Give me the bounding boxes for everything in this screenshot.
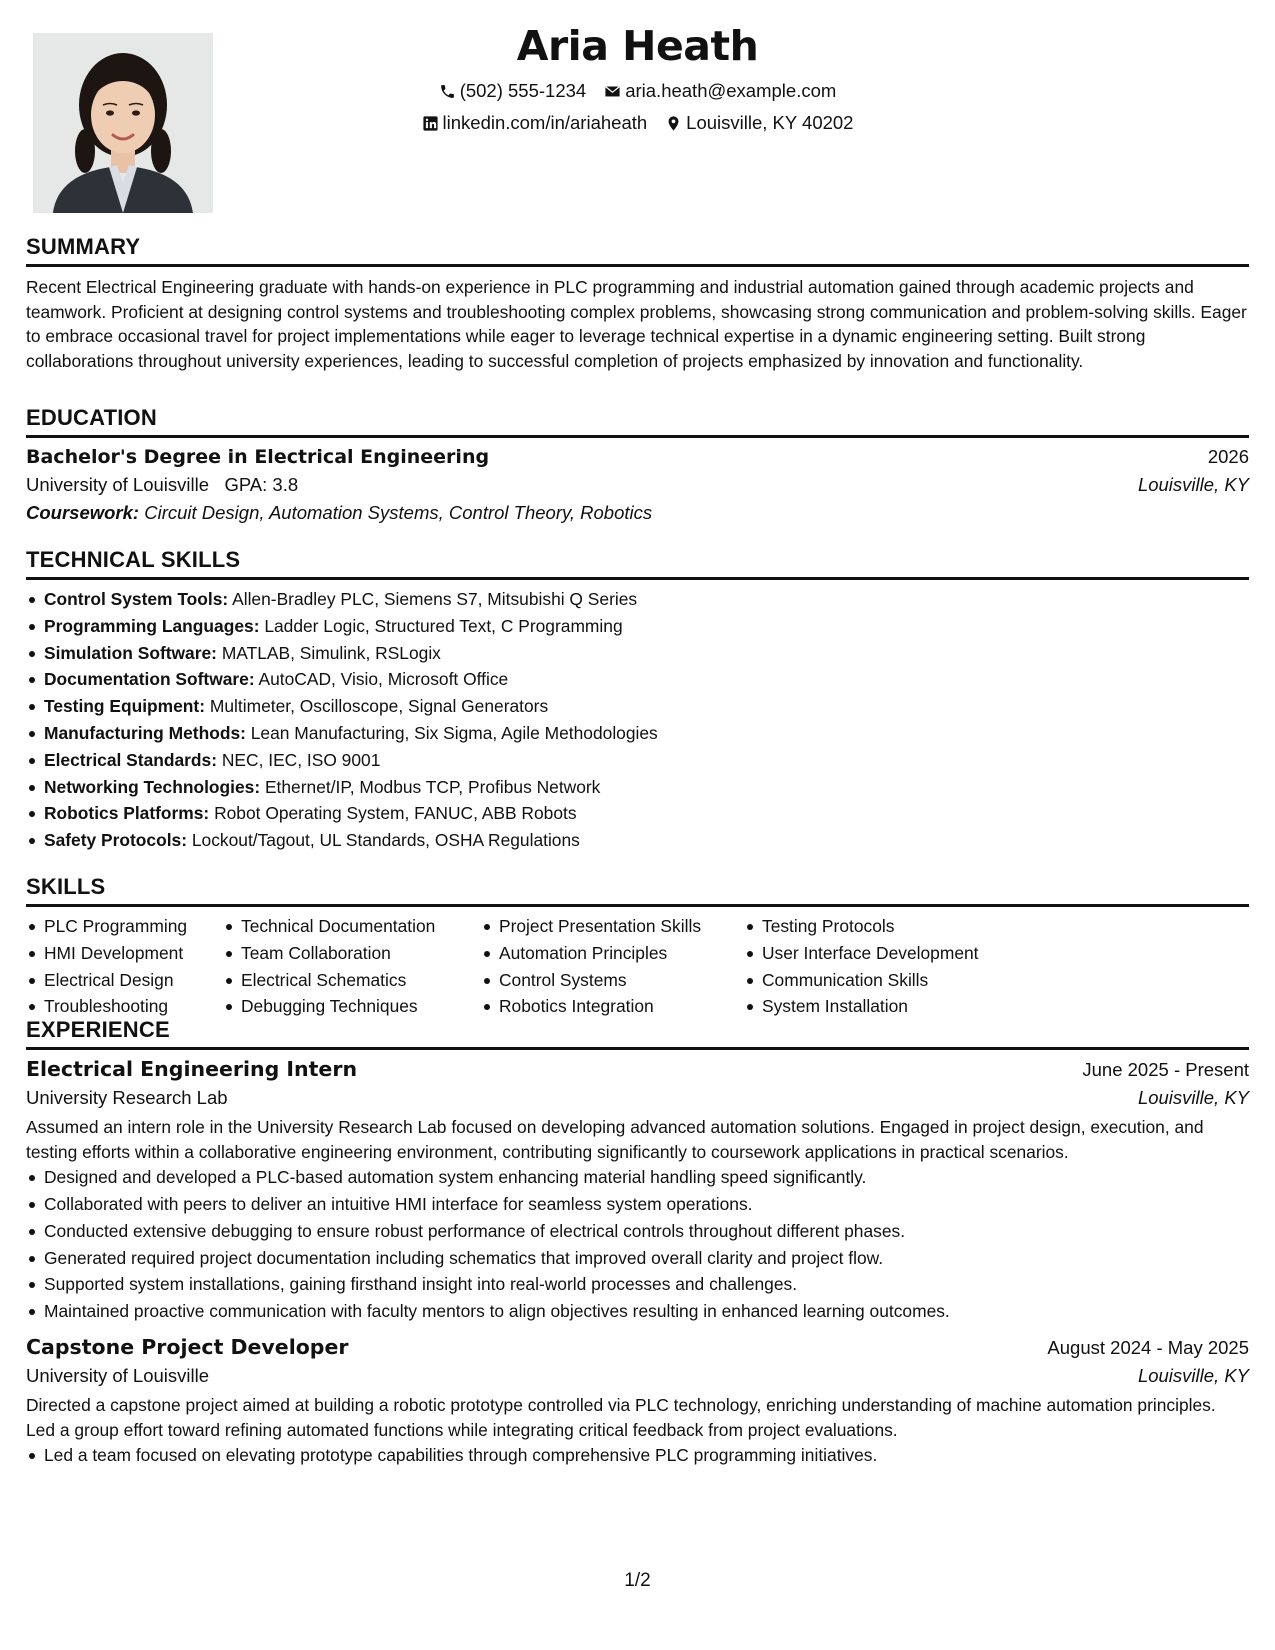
list-item: Automation Principles bbox=[481, 940, 744, 967]
technical-skills-list bbox=[26, 586, 1249, 854]
list-item: Supported system installations, gaining firsthand insight into real-world processes and challenges. bbox=[26, 1271, 1249, 1298]
experience-section bbox=[26, 1017, 1249, 1469]
job-description: Assumed an intern role in the University Research Lab focused on developing advanced automation solutions. Engaged in project design, execution, and testing efforts within a collaborative engineering environment, contributing significantly to coursework applications in practical scenarios. bbox=[26, 1117, 1204, 1162]
map-pin-icon bbox=[665, 115, 682, 132]
job-description: Directed a capstone project aimed at building a robotic prototype controlled via PLC technology, enriching understanding of machine automation principles. Led a group effort toward refining automated functions while integrating critical feedback from project evaluations. bbox=[26, 1394, 1216, 1440]
contact-row-primary bbox=[0, 80, 1275, 102]
experience-heading: EXPERIENCE bbox=[26, 1017, 1249, 1050]
coursework-label: Coursework: bbox=[26, 502, 140, 523]
coursework-line bbox=[26, 502, 1249, 524]
job-bullets bbox=[26, 1164, 1249, 1325]
skills-section bbox=[26, 874, 1249, 1020]
school-info bbox=[26, 474, 298, 496]
education-degree-row bbox=[26, 446, 1249, 468]
education-heading: EDUCATION bbox=[26, 405, 1249, 438]
job-org: University of Louisville bbox=[26, 1364, 210, 1386]
summary-section bbox=[26, 234, 1249, 373]
list-item: User Interface Development bbox=[744, 940, 1044, 967]
envelope-icon bbox=[604, 83, 621, 100]
job-org-row bbox=[26, 1087, 1249, 1109]
school-name: University of Louisville bbox=[26, 474, 210, 495]
list-item: Electrical Standards: NEC, IEC, ISO 9001 bbox=[26, 747, 1249, 774]
job-role: Capstone Project Developer bbox=[26, 1334, 349, 1359]
list-item: Debugging Techniques bbox=[223, 993, 481, 1020]
list-item: Team Collaboration bbox=[223, 940, 481, 967]
job-bullets bbox=[26, 1442, 1249, 1469]
job-title-row bbox=[26, 1335, 1249, 1359]
job-location: Louisville, KY bbox=[1137, 1087, 1249, 1108]
skills-column bbox=[481, 913, 744, 1020]
linkedin-icon bbox=[422, 115, 439, 132]
list-item: Robotics Platforms: Robot Operating System, FANUC, ABB Robots bbox=[26, 800, 1249, 827]
list-item: Conducted extensive debugging to ensure robust performance of electrical controls throughout different phases. bbox=[26, 1218, 1249, 1245]
linkedin-contact[interactable] bbox=[422, 112, 648, 134]
phone-text: (502) 555-1234 bbox=[459, 80, 587, 101]
list-item: Technical Documentation bbox=[223, 913, 481, 940]
list-item: Documentation Software: AutoCAD, Visio, Microsoft Office bbox=[26, 666, 1249, 693]
job-location: Louisville, KY bbox=[1137, 1364, 1249, 1386]
list-item: Maintained proactive communication with faculty mentors to align objectives resulting in enhanced learning outcomes. bbox=[26, 1298, 1249, 1325]
job-org-row bbox=[26, 1365, 1249, 1387]
technical-skills-heading: TECHNICAL SKILLS bbox=[26, 547, 1249, 580]
list-item: PLC Programming bbox=[26, 913, 223, 940]
list-item: Electrical Design bbox=[26, 967, 223, 994]
list-item: HMI Development bbox=[26, 940, 223, 967]
list-item: Troubleshooting bbox=[26, 993, 223, 1020]
email-contact[interactable] bbox=[604, 80, 836, 102]
list-item: Simulation Software: MATLAB, Simulink, RSLogix bbox=[26, 640, 1249, 667]
summary-heading: SUMMARY bbox=[26, 234, 1249, 267]
skills-heading: SKILLS bbox=[26, 874, 1249, 907]
candidate-name: Aria Heath bbox=[516, 22, 759, 70]
skills-column bbox=[223, 913, 481, 1020]
coursework-list: Circuit Design, Automation Systems, Control Theory, Robotics bbox=[144, 502, 653, 523]
skills-column bbox=[26, 913, 223, 1020]
list-item: Robotics Integration bbox=[481, 993, 744, 1020]
list-item: Communication Skills bbox=[744, 967, 1044, 994]
list-item: Collaborated with peers to deliver an intuitive HMI interface for seamless system operations. bbox=[26, 1191, 1249, 1218]
page-number: 1/2 bbox=[624, 1570, 651, 1591]
job-entry bbox=[26, 1335, 1249, 1469]
location-contact bbox=[665, 112, 853, 134]
linkedin-text[interactable]: linkedin.com/in/ariaheath bbox=[442, 112, 648, 133]
skills-grid bbox=[26, 913, 1249, 1020]
list-item: Led a team focused on elevating prototype capabilities through comprehensive PLC programming initiatives. bbox=[26, 1442, 1249, 1469]
list-item: Control Systems bbox=[481, 967, 744, 994]
list-item: Testing Protocols bbox=[744, 913, 1044, 940]
summary-text: Recent Electrical Engineering graduate with hands-on experience in PLC programming and industrial automation gained through academic projects and teamwork. Proficient at designing control systems and troubleshooting complex problems, showcasing strong communication and problem-solving skills. Eager to embrace occasional travel for project implementations while eager to leverage technical expertise in a dynamic engineering setting. Built strong collaborations throughout university experiences, leading to successful completion of projects emphasized by innovation and functionality. bbox=[26, 277, 1247, 371]
job-dates: June 2025 - Present bbox=[1082, 1059, 1249, 1080]
education-school-row bbox=[26, 474, 1249, 496]
phone-icon bbox=[439, 83, 456, 100]
school-location: Louisville, KY bbox=[1137, 474, 1249, 495]
list-item: Programming Languages: Ladder Logic, Structured Text, C Programming bbox=[26, 613, 1249, 640]
phone-contact bbox=[439, 80, 587, 102]
technical-skills-section bbox=[26, 547, 1249, 854]
job-org: University Research Lab bbox=[26, 1087, 228, 1108]
degree-title: Bachelor's Degree in Electrical Engineering bbox=[26, 446, 490, 468]
gpa: GPA: 3.8 bbox=[224, 474, 299, 495]
skills-column bbox=[744, 913, 1044, 1020]
list-item: Generated required project documentation including schematics that improved overall clarity and project flow. bbox=[26, 1245, 1249, 1272]
contact-row-secondary bbox=[0, 112, 1275, 134]
list-item: Control System Tools: Allen-Bradley PLC, Siemens S7, Mitsubishi Q Series bbox=[26, 586, 1249, 613]
graduation-year: 2026 bbox=[1207, 446, 1249, 467]
job-entry bbox=[26, 1057, 1249, 1325]
list-item: System Installation bbox=[744, 993, 1044, 1020]
job-role: Electrical Engineering Intern bbox=[26, 1057, 358, 1081]
location-text: Louisville, KY 40202 bbox=[686, 112, 854, 133]
job-title-row bbox=[26, 1057, 1249, 1081]
list-item: Project Presentation Skills bbox=[481, 913, 744, 940]
list-item: Electrical Schematics bbox=[223, 967, 481, 994]
education-section bbox=[26, 405, 1249, 524]
job-dates: August 2024 - May 2025 bbox=[1047, 1336, 1249, 1358]
list-item: Networking Technologies: Ethernet/IP, Modbus TCP, Profibus Network bbox=[26, 774, 1249, 801]
list-item: Manufacturing Methods: Lean Manufacturing, Six Sigma, Agile Methodologies bbox=[26, 720, 1249, 747]
email-text[interactable]: aria.heath@example.com bbox=[625, 80, 837, 101]
list-item: Testing Equipment: Multimeter, Oscilloscope, Signal Generators bbox=[26, 693, 1249, 720]
list-item: Safety Protocols: Lockout/Tagout, UL Standards, OSHA Regulations bbox=[26, 827, 1249, 854]
list-item: Designed and developed a PLC-based automation system enhancing material handling speed significantly. bbox=[26, 1164, 1249, 1191]
